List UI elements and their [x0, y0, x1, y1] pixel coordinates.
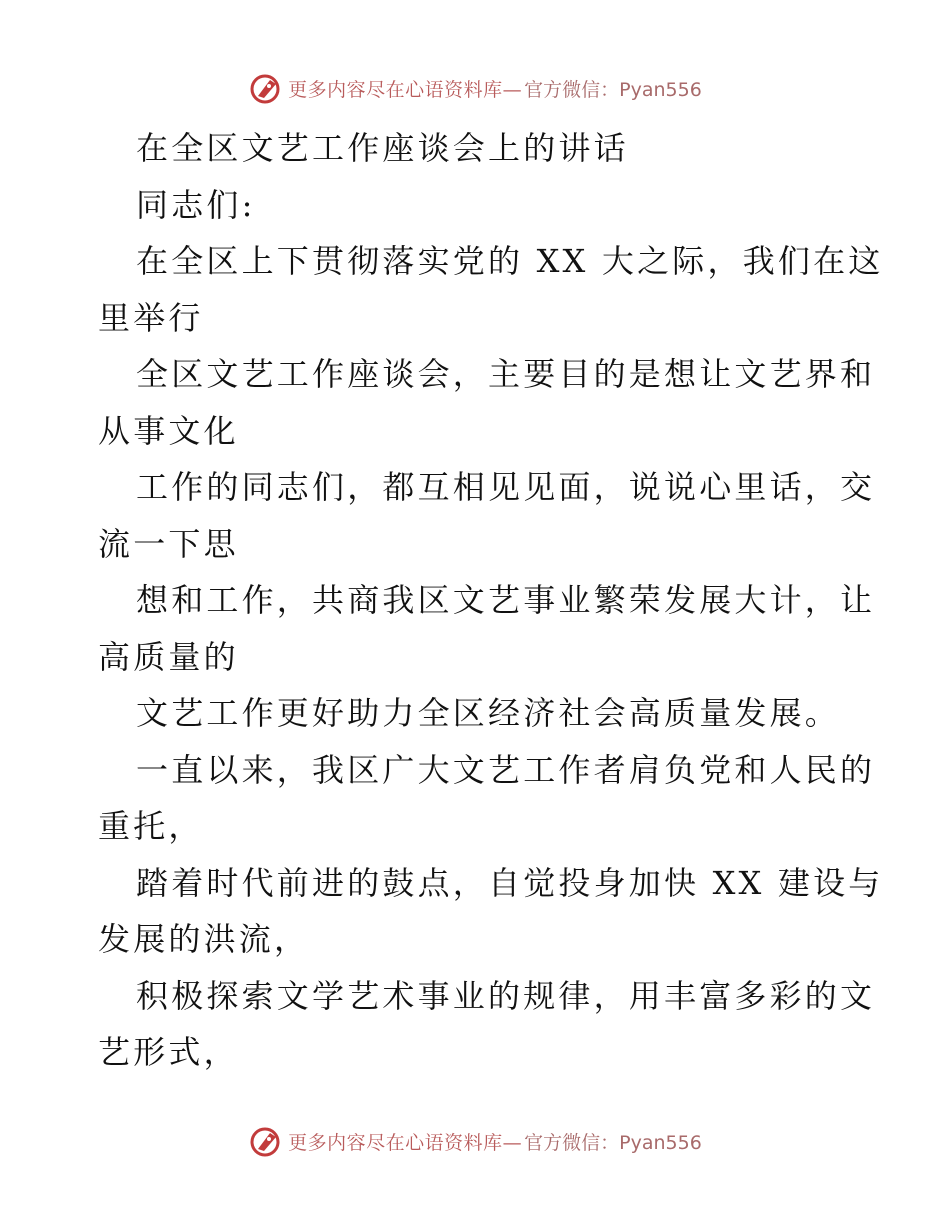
document-body	[98, 120, 884, 1081]
paragraph-line: 踏着时代前进的鼓点，自觉投身加快 XX 建设与	[136, 863, 884, 902]
watermark-footer	[0, 1123, 950, 1159]
watermark-wechat-text: 官方微信：Pyan556	[524, 78, 702, 101]
paragraph-line: 里举行	[98, 298, 204, 337]
pen-nib-logo-icon	[248, 70, 284, 106]
watermark-main-text: 更多内容尽在心语资料库—	[288, 1131, 523, 1154]
watermark-wechat-text: 官方微信：Pyan556	[524, 1131, 702, 1154]
watermark-main-text: 更多内容尽在心语资料库—	[288, 78, 523, 101]
paragraph-line: 文艺工作更好助力全区经济社会高质量发展。	[136, 694, 841, 732]
paragraph-line: 想和工作，共商我区文艺事业繁荣发展大计，让	[136, 581, 876, 619]
paragraph-line: 发展的洪流，	[98, 920, 310, 958]
paragraph-line: 全区文艺工作座谈会，主要目的是想让文艺界和	[136, 355, 876, 393]
paragraph-line: 流一下思	[98, 524, 239, 563]
paragraph-line: 一直以来，我区广大文艺工作者肩负党和人民的	[136, 750, 876, 789]
paragraph-line: 从事文化	[98, 411, 239, 450]
paragraph-line: 同志们:	[136, 185, 256, 224]
paragraph-line: 在全区上下贯彻落实党的 XX 大之际，我们在这	[136, 242, 884, 280]
pen-nib-logo-icon	[248, 1123, 284, 1159]
document-title: 在全区文艺工作座谈会上的讲话	[136, 129, 629, 167]
paragraph-line: 高质量的	[98, 637, 239, 676]
paragraph-line: 艺形式，	[98, 1033, 239, 1071]
paragraph-line: 工作的同志们，都互相见见面，说说心里话，交	[136, 468, 876, 506]
paragraph-line: 积极探索文学艺术事业的规律，用丰富多彩的文	[136, 976, 876, 1015]
paragraph-line: 重托，	[98, 807, 204, 845]
watermark-header	[0, 70, 950, 106]
